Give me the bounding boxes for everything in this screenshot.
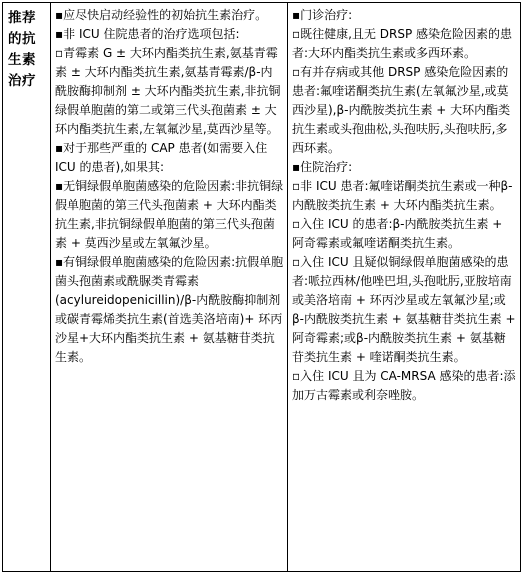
header-cell	[3, 3, 51, 571]
paragraph: ▪非 ICU 住院患者的治疗选项包括:	[55, 27, 240, 41]
recommendation-table	[2, 2, 521, 572]
paragraph: ▪有铜绿假单胞菌感染的危险因素:抗假单胞菌头孢菌素或酰脲类青霉素(acylureidopenicillin)/β-内酰胺酶抑制剂或碳青霉烯类抗生素(首选美洛培南)+ 环丙沙星+大环内酯类抗生素 + 氨基糖苷类抗生素。	[55, 255, 284, 364]
paragraph: ▫非 ICU 患者:氟喹诺酮类抗生素或一种β-内酰胺类抗生素 + 大环内酯类抗生素。	[292, 179, 513, 212]
paragraph: ▫既往健康,且无 DRSP 感染危险因素的患者:大环内酯类抗生素或多西环素。	[292, 27, 513, 60]
paragraph: ▫入住 ICU 且疑似铜绿假单胞菌感染的患者:哌拉西林/他唑巴坦,头孢吡肟,亚胺培南或美洛培南 + 环丙沙星或左氧氟沙星;或β-内酰胺类抗生素 + 氨基糖苷类抗生素 + 阿奇霉素;或β-内酰胺类抗生素 + 氨基糖苷类抗生素 + 喹诺酮类抗生素。	[292, 255, 516, 364]
header-label: 推荐的抗生素治疗	[8, 10, 36, 89]
paragraph: ▫入住 ICU 且为 CA-MRSA 感染的患者:添加万古霉素或利奈唑胺。	[292, 369, 516, 402]
treatment-column-2	[288, 3, 520, 571]
paragraph: ▪门诊治疗:	[292, 8, 353, 22]
paragraph: ▫青霉素 G ± 大环内酯类抗生素,氨基青霉素 ± 大环内酯类抗生素,氨基青霉素/β-内酰胺酶抑制剂 ± 大环内酯类抗生素,非抗铜绿假单胞菌的第二或第三代头孢菌素 ± 大环内酯类抗生素,左氧氟沙星,莫西沙星等。	[55, 46, 281, 136]
paragraph: ▪对于那些严重的 CAP 患者(如需要入住 ICU 的患者),如果其:	[55, 141, 268, 174]
paragraph: ▪住院治疗:	[292, 160, 353, 174]
paragraph: ▪应尽快启动经验性的初始抗生素治疗。	[55, 8, 268, 22]
treatment-column-1	[51, 3, 288, 571]
paragraph: ▪无铜绿假单胞菌感染的危险因素:非抗铜绿假单胞菌的第三代头孢菌素 + 大环内酯类抗生素,非抗铜绿假单胞菌的第三代头孢菌素 + 莫西沙星或左氧氟沙星。	[55, 179, 284, 250]
paragraph: ▫有并存病或其他 DRSP 感染危险因素的患者:氟喹诺酮类抗生素(左氧氟沙星,或莫西沙星),β-内酰胺类抗生素 + 大环内酯类抗生素或头孢曲松,头孢呋肟,头孢呋肟,多西环素。	[292, 65, 511, 155]
paragraph: ▫入住 ICU 的患者:β-内酰胺类抗生素 + 阿奇霉素或氟喹诺酮类抗生素。	[292, 217, 503, 250]
